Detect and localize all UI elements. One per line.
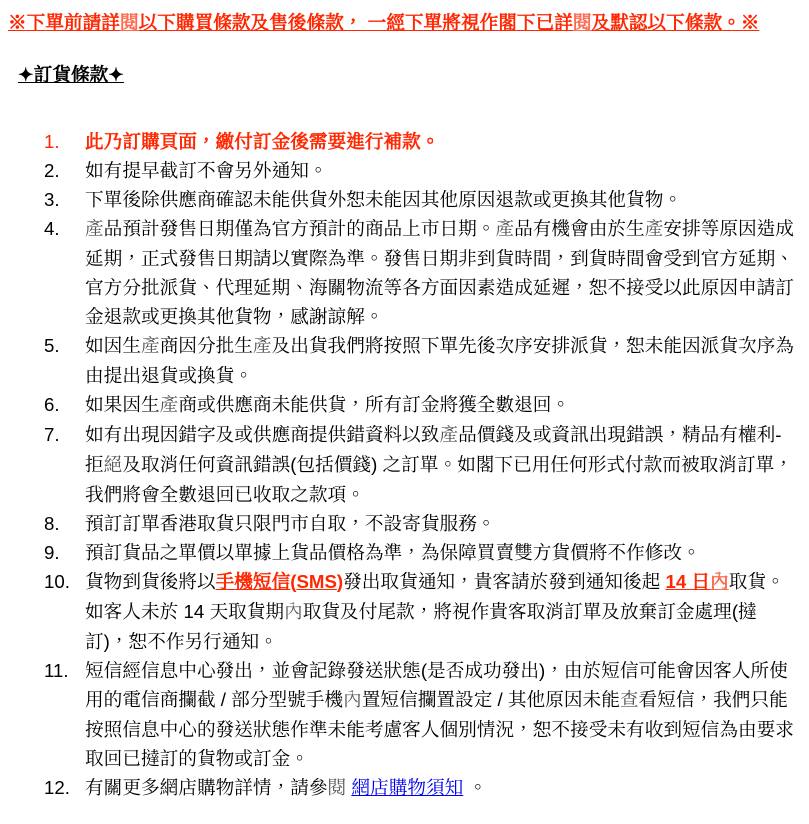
item-text-segment: 預訂訂單香港取貨只限門市自取，不設寄貨服務。 — [85, 512, 496, 534]
item-text-segment: 如有提早截訂不會另外通知。 — [85, 159, 328, 181]
terms-page — [0, 12, 809, 824]
fallback-glyph: 內 — [284, 601, 303, 623]
notice-text: ※下單前請詳閱以下購買條款及售後條款， 一經下單將視作閣下已詳閱及默認以下條款。※ — [8, 12, 760, 34]
item-text — [85, 571, 785, 652]
highlight-text: 此乃訂購頁面，繳付訂金後需要進行補款。 — [85, 130, 440, 152]
item-number: 6. — [44, 393, 60, 415]
item-text-segment: 預訂貨品之單價以單據上貨品價格為準，為保障買賣雙方貨價將不作修改。 — [85, 541, 701, 563]
item-text — [85, 513, 495, 534]
item-text — [85, 394, 570, 415]
fallback-glyph: 查 — [619, 689, 639, 711]
terms-item — [0, 509, 809, 538]
item-text-segment: 貨物到貨後將以 — [85, 570, 216, 592]
item-text — [85, 335, 794, 386]
shop-notice-link[interactable]: 網店購物須知 — [351, 776, 464, 798]
item-number: 1. — [44, 130, 60, 152]
fallback-glyph: 產 — [644, 218, 664, 240]
item-text-segment: 發出取貨通知，貴客請於發到通知後起 — [343, 570, 661, 592]
highlight-text: 14 日內 — [665, 570, 729, 593]
terms-item — [0, 773, 809, 803]
terms-item — [0, 185, 809, 214]
item-text — [85, 160, 328, 181]
item-number: 7. — [44, 423, 60, 445]
item-number: 3. — [44, 188, 60, 210]
terms-item — [0, 656, 809, 773]
fallback-glyph: 產 — [252, 335, 272, 357]
item-text — [85, 424, 793, 505]
fallback-glyph: 產 — [85, 218, 104, 240]
fallback-glyph: 絕 — [103, 454, 123, 476]
item-text — [85, 542, 701, 563]
notice-banner — [8, 12, 801, 34]
fallback-glyph: 產 — [159, 394, 179, 416]
item-text-segment: 取貨。如客人未於 14 天取貨期內取貨及付尾款，將視作貴客取消訂單及放棄訂金處理(撻訂)，恕不作另行通知。 — [85, 570, 785, 652]
item-number: 8. — [44, 512, 60, 534]
item-number: 2. — [44, 159, 60, 181]
item-text — [85, 660, 794, 769]
item-text — [85, 131, 439, 152]
item-text — [85, 189, 682, 210]
terms-item — [0, 538, 809, 567]
item-number: 12. — [44, 776, 70, 798]
terms-item — [0, 390, 809, 420]
terms-item — [0, 156, 809, 185]
terms-item — [0, 420, 809, 509]
section-title-text: ✦訂貨條款✦ — [18, 64, 124, 86]
item-text-segment: 下單後除供應商確認未能供貨外恕未能因其他原因退款或更換其他貨物。 — [85, 188, 682, 210]
item-text-segment: 。 — [468, 776, 488, 798]
fallback-glyph: 內 — [710, 570, 729, 593]
item-number: 11. — [44, 659, 69, 681]
item-text-segment: 如果因生產商或供應商未能供貨，所有訂金將獲全數退回。 — [85, 393, 571, 416]
item-number: 9. — [44, 541, 60, 563]
item-text-segment: 有關更多網店購物詳情，請參閱 — [85, 776, 347, 799]
item-text-segment: 如因生產商因分批生產及出貨我們將按照下單先後次序安排派貨，恕未能因派貨次序為由提出退貨或換貨。 — [85, 334, 794, 386]
item-number: 10. — [44, 570, 70, 592]
terms-item — [0, 127, 809, 156]
item-text-segment: 如有出現因錯字及或供應商提供錯資料以致產品價錢及或資訊出現錯誤，精品有權利-拒絕及取消任何資訊錯誤(包括價錢) 之訂單。如閣下已用任何形式付款而被取消訂單，我們將會全數退回已收取之款項。 — [85, 423, 793, 505]
fallback-glyph: 閱 — [572, 12, 592, 34]
fallback-glyph: 產 — [140, 335, 160, 357]
item-text — [85, 218, 794, 327]
terms-item — [0, 331, 809, 390]
highlight-text: 手機短信(SMS) — [215, 570, 344, 592]
fallback-glyph: 產 — [439, 424, 459, 446]
fallback-glyph: 產 — [495, 218, 515, 240]
item-number: 5. — [44, 334, 60, 356]
fallback-glyph: 閱 — [119, 12, 139, 34]
item-text-segment: 產品預計發售日期僅為官方預計的商品上市日期。產品有機會由於生產安排等原因造成延期，正式發售日期請以實際為準。發售日期非到貨時間，到貨時間會受到官方延期、官方分批派貨、代理延期、海關物流等各方面因素造成延遲，恕不接受以此原因申請訂金退款或更換其他貨物，感謝諒解。 — [85, 217, 794, 327]
terms-item — [0, 214, 809, 331]
terms-list — [0, 127, 809, 803]
section-title — [18, 64, 809, 86]
terms-item — [0, 567, 809, 656]
fallback-glyph: 閱 — [327, 777, 347, 799]
fallback-glyph: 內 — [343, 689, 362, 711]
item-number: 4. — [44, 217, 60, 239]
item-text-segment: 短信經信息中心發出，並會記錄發送狀態(是否成功發出)，由於短信可能會因客人所使用的電信商攔截 / 部分型號手機內置短信攔置設定 / 其他原因未能查看短信，我們只能按照信息中心的發送狀態作準未能考慮客人個別情況，恕不接受未有收到短信為由要求取回已撻訂的貨物或訂金。 — [85, 659, 794, 769]
item-text — [85, 777, 487, 798]
